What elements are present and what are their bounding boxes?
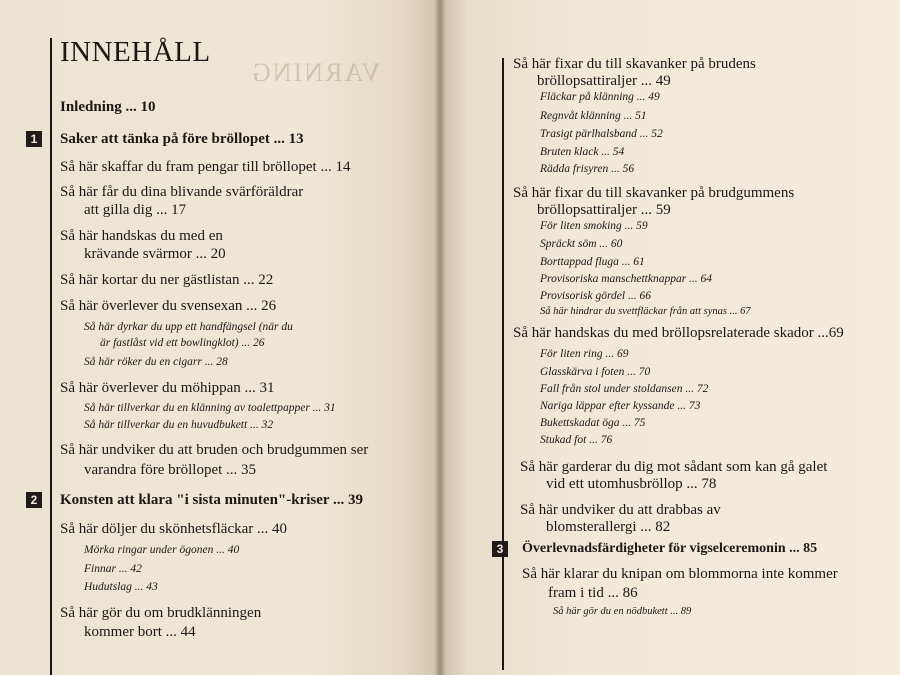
toc-subentry: Bukettskadat öga ... 75 — [540, 417, 646, 429]
toc-entry-continuation: krävande svärmor ... 20 — [84, 246, 226, 262]
toc-subentry: Hudutslag ... 43 — [84, 581, 158, 593]
toc-subentry: Bruten klack ... 54 — [540, 146, 625, 158]
section-heading: Överlevnadsfärdigheter för vigselceremonin ... 85 — [522, 541, 818, 556]
book-gutter — [434, 0, 446, 675]
toc-entry: Så här skaffar du fram pengar till bröllopet ... 14 — [60, 159, 351, 175]
toc-entry: Så här fixar du till skavanker på brudgummens — [513, 185, 795, 201]
toc-subentry: Glasskärva i foten ... 70 — [540, 366, 651, 378]
toc-subentry: Så här röker du en cigarr ... 28 — [84, 356, 228, 368]
toc-subentry: Så här tillverkar du en huvudbukett ... 32 — [84, 419, 274, 431]
toc-entry: Så här kortar du ner gästlistan ... 22 — [60, 272, 274, 288]
toc-subentry: Nariga läppar efter kyssande ... 73 — [540, 400, 701, 412]
section-number-badge: 1 — [26, 131, 42, 147]
toc-entry: Så här undviker du att drabbas av — [520, 502, 721, 518]
section-heading: Saker att tänka på före bröllopet ... 13 — [60, 131, 304, 147]
toc-subentry: Mörka ringar under ögonen ... 40 — [84, 544, 240, 556]
toc-subentry: Stukad fot ... 76 — [540, 434, 613, 446]
toc-subentry: Så här hindrar du svettfläckar från att synas ... 67 — [540, 306, 751, 317]
right-rule — [502, 58, 504, 670]
left-page — [0, 0, 440, 675]
toc-subentry-continuation: är fastlåst vid ett bowlingklot) ... 26 — [100, 337, 265, 349]
toc-subentry: Provisorisk gördel ... 66 — [540, 290, 651, 302]
toc-entry-continuation: bröllopsattiraljer ... 49 — [537, 73, 671, 89]
toc-subentry: Så här gör du en nödbukett ... 89 — [553, 606, 692, 617]
toc-entry: Så här fixar du till skavanker på brudens — [513, 56, 756, 72]
toc-entry: Så här handskas du med en — [60, 228, 223, 244]
toc-intro: Inledning ... 10 — [60, 99, 156, 115]
toc-subentry: Finnar ... 42 — [84, 563, 142, 575]
toc-entry: Så här överlever du svensexan ... 26 — [60, 298, 277, 314]
toc-entry-continuation: blomsterallergi ... 82 — [546, 519, 671, 535]
toc-entry-continuation: fram i tid ... 86 — [548, 585, 638, 601]
toc-entry-continuation: att gilla dig ... 17 — [84, 202, 187, 218]
left-rule — [50, 38, 52, 675]
toc-entry-continuation: varandra före bröllopet ... 35 — [84, 462, 257, 478]
toc-entry: Så här får du dina blivande svärföräldrar — [60, 184, 304, 200]
toc-entry: Så här överlever du möhippan ... 31 — [60, 380, 275, 396]
toc-entry-continuation: kommer bort ... 44 — [84, 624, 196, 640]
toc-subentry: Borttappad fluga ... 61 — [540, 256, 645, 268]
toc-subentry: För liten ring ... 69 — [540, 348, 629, 360]
toc-subentry: Fläckar på klänning ... 49 — [540, 91, 660, 103]
toc-subentry: Regnvåt klänning ... 51 — [540, 110, 647, 122]
toc-subentry: För liten smoking ... 59 — [540, 220, 648, 232]
toc-entry: Så här handskas du med bröllopsrelaterade skador ...69 — [513, 325, 844, 341]
toc-entry: Så här döljer du skönhetsfläckar ... 40 — [60, 521, 288, 537]
bleed-through-text: VARNING — [250, 58, 381, 87]
toc-subentry: Provisoriska manschettknappar ... 64 — [540, 273, 713, 285]
toc-subentry: Fall från stol under stoldansen ... 72 — [540, 383, 709, 395]
toc-subentry: Spräckt söm ... 60 — [540, 238, 623, 250]
section-number-badge: 2 — [26, 492, 42, 508]
toc-subentry: Trasigt pärlhalsband ... 52 — [540, 128, 663, 140]
section-heading: Konsten att klara "i sista minuten"-kriser ... 39 — [60, 492, 364, 508]
toc-entry-continuation: bröllopsattiraljer ... 59 — [537, 202, 671, 218]
toc-subentry: Rädda frisyren ... 56 — [540, 163, 635, 175]
toc-entry: Så här garderar du dig mot sådant som kan gå galet — [520, 459, 828, 475]
toc-entry: Så här gör du om brudklänningen — [60, 605, 262, 621]
section-number-badge: 3 — [492, 541, 508, 557]
toc-entry: Så här klarar du knipan om blommorna inte kommer — [522, 566, 838, 582]
toc-entry: Så här undviker du att bruden och brudgummen ser — [60, 442, 369, 458]
toc-subentry: Så här tillverkar du en klänning av toalettpapper ... 31 — [84, 402, 336, 414]
toc-entry-continuation: vid ett utomhusbröllop ... 78 — [546, 476, 717, 492]
page-title: INNEHÅLL — [60, 36, 211, 68]
toc-subentry: Så här dyrkar du upp ett handfängsel (när du — [84, 321, 293, 333]
